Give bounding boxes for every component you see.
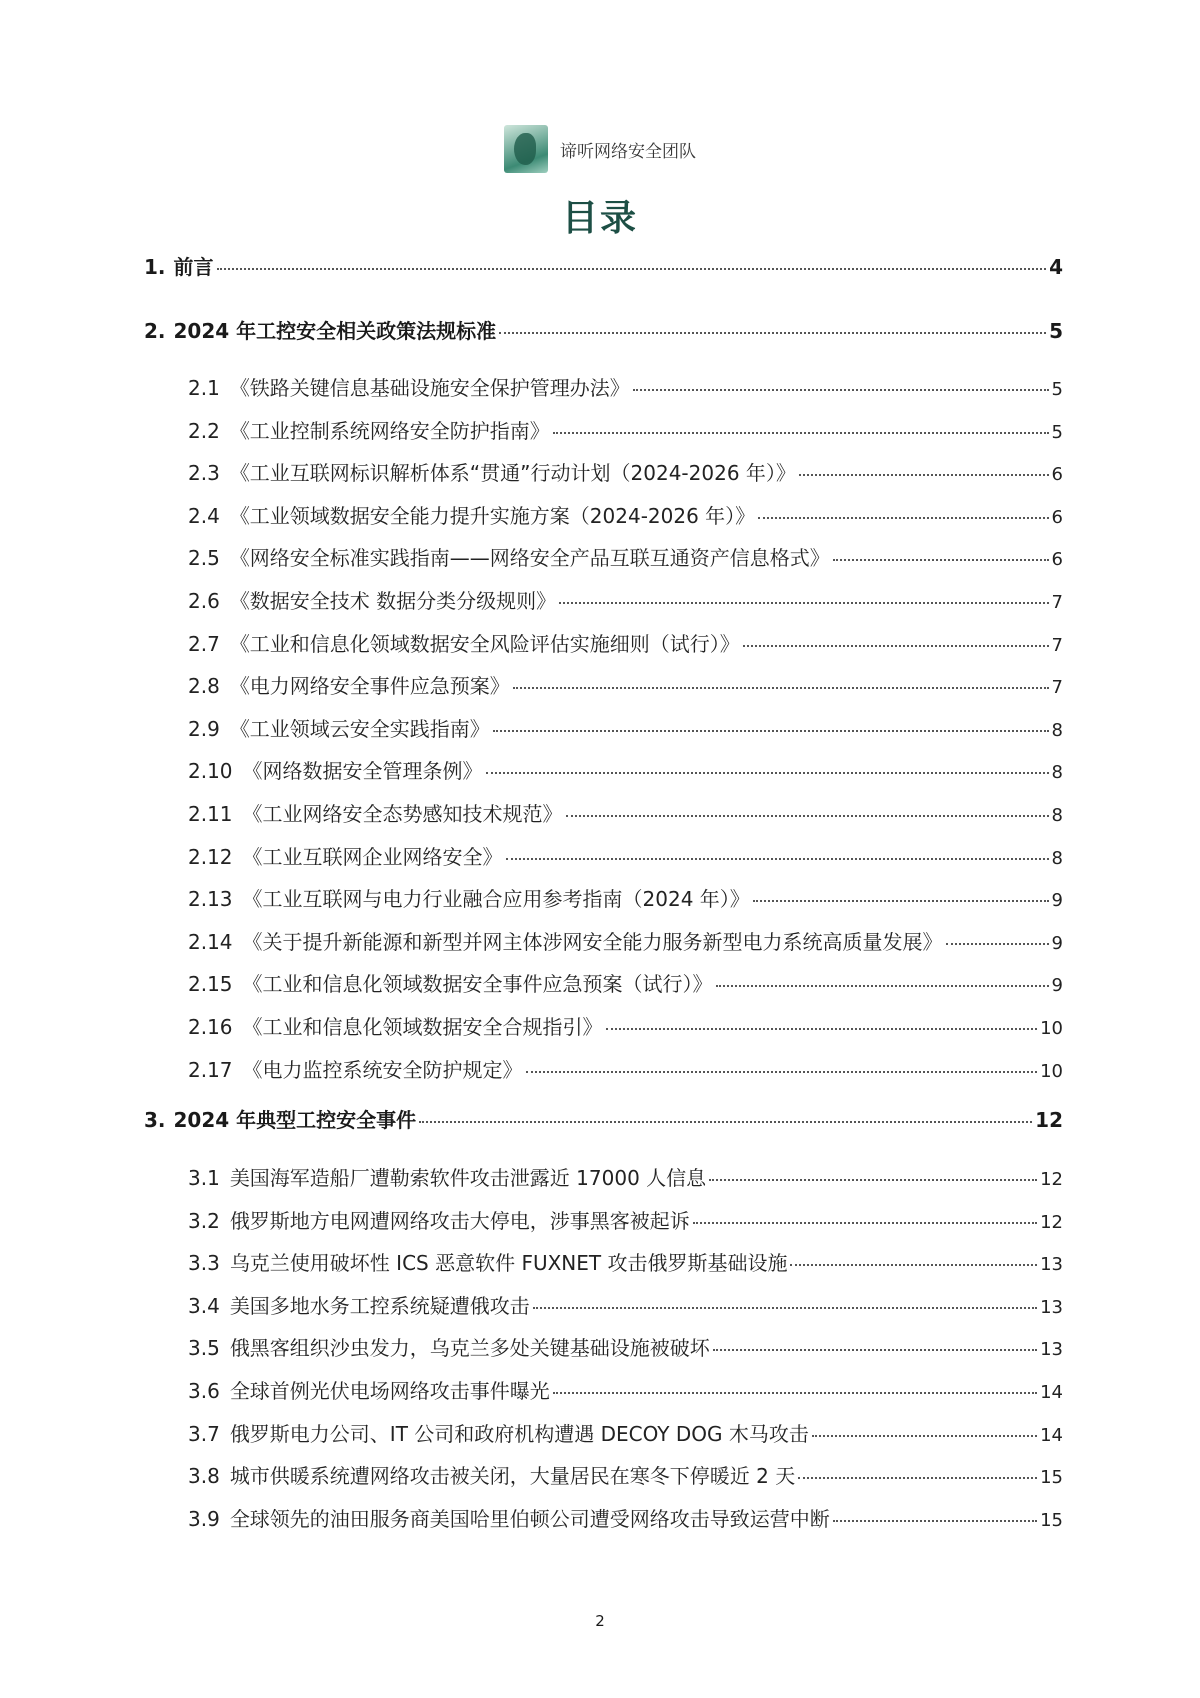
dot-leader bbox=[790, 1264, 1037, 1266]
entry-title: 乌克兰使用破坏性 ICS 恶意软件 FUXNET 攻击俄罗斯基础设施 bbox=[229, 1251, 788, 1276]
dot-leader bbox=[419, 1121, 1032, 1123]
page-header bbox=[0, 125, 1200, 173]
page-title: 目录 bbox=[561, 198, 638, 239]
entry-number: 2.11 bbox=[188, 801, 233, 826]
entry-page: 12 bbox=[1040, 1211, 1063, 1233]
dot-leader bbox=[713, 1349, 1037, 1351]
entry-number: 3.1 bbox=[188, 1166, 220, 1191]
dot-leader bbox=[833, 1520, 1037, 1522]
entry-number: 2.17 bbox=[188, 1057, 233, 1082]
entry-page: 5 bbox=[1051, 379, 1063, 400]
toc-entry[interactable] bbox=[144, 623, 1063, 666]
toc-section[interactable] bbox=[144, 250, 1063, 284]
entry-number: 2.15 bbox=[188, 972, 233, 997]
toc-entry[interactable] bbox=[144, 750, 1063, 793]
entry-page: 15 bbox=[1040, 1509, 1063, 1531]
entry-page: 14 bbox=[1040, 1382, 1063, 1404]
entry-page: 13 bbox=[1040, 1339, 1063, 1361]
toc-entry[interactable] bbox=[144, 921, 1063, 964]
dot-leader bbox=[946, 943, 1049, 945]
entry-title: 全球首例光伏电场网络攻击事件曝光 bbox=[229, 1379, 550, 1404]
entry-title: 《工业领域数据安全能力提升实施方案（2024-2026 年）》 bbox=[229, 503, 756, 528]
entry-title: 《电力监控系统安全防护规定》 bbox=[242, 1057, 523, 1082]
entry-page: 6 bbox=[1051, 549, 1063, 571]
entry-title: 《工业领域云安全实践指南》 bbox=[229, 716, 490, 741]
entry-title: 《工业网络安全态势感知技术规范》 bbox=[242, 801, 563, 826]
entry-number: 3.9 bbox=[188, 1506, 220, 1531]
toc-entry[interactable] bbox=[144, 367, 1063, 410]
entry-title: 《工业互联网企业网络安全》 bbox=[242, 844, 503, 869]
dot-leader bbox=[486, 772, 1049, 774]
entry-number: 2.13 bbox=[188, 887, 233, 912]
entry-number: 2.3 bbox=[188, 461, 220, 486]
entry-title: 美国海军造船厂遭勒索软件攻击泄露近 17000 人信息 bbox=[229, 1166, 707, 1191]
dot-leader bbox=[513, 687, 1049, 689]
toc-entry[interactable] bbox=[144, 836, 1063, 879]
toc-section[interactable] bbox=[144, 314, 1063, 348]
toc-entry[interactable] bbox=[144, 1049, 1063, 1092]
entry-title: 《关于提升新能源和新型并网主体涉网安全能力服务新型电力系统高质量发展》 bbox=[242, 929, 943, 954]
dot-leader bbox=[833, 559, 1049, 561]
entry-page: 15 bbox=[1040, 1467, 1063, 1489]
dot-leader bbox=[559, 602, 1048, 604]
entry-page: 10 bbox=[1040, 1017, 1063, 1039]
entry-page: 8 bbox=[1051, 719, 1063, 741]
entry-number: 2.6 bbox=[188, 588, 220, 613]
entry-title: 前言 bbox=[173, 255, 214, 279]
entry-page: 8 bbox=[1051, 847, 1063, 869]
entry-number: 2.8 bbox=[188, 674, 220, 699]
entry-page: 12 bbox=[1035, 1108, 1063, 1133]
toc-entry[interactable] bbox=[144, 580, 1063, 623]
toc-section[interactable] bbox=[144, 1103, 1063, 1137]
dot-leader bbox=[217, 268, 1047, 270]
page-number: 2 bbox=[595, 1612, 605, 1630]
entry-title: 《工业控制系统网络安全防护指南》 bbox=[229, 418, 550, 443]
entry-page: 5 bbox=[1051, 421, 1063, 443]
entry-number: 2.2 bbox=[188, 418, 220, 443]
entry-page: 13 bbox=[1040, 1296, 1063, 1318]
team-logo-icon bbox=[504, 125, 548, 173]
entry-number: 2.16 bbox=[188, 1014, 233, 1039]
dot-leader bbox=[693, 1222, 1037, 1224]
toc-entry[interactable] bbox=[144, 1006, 1063, 1049]
toc-entry[interactable] bbox=[144, 708, 1063, 751]
entry-title: 美国多地水务工控系统疑遭俄攻击 bbox=[229, 1293, 530, 1318]
entry-title: 《工业和信息化领域数据安全事件应急预案（试行）》 bbox=[242, 972, 713, 997]
entry-page: 12 bbox=[1040, 1169, 1063, 1191]
entry-number: 3.4 bbox=[188, 1293, 220, 1318]
entry-title: 《工业和信息化领域数据安全风险评估实施细则（试行）》 bbox=[229, 631, 740, 656]
entry-number: 2.12 bbox=[188, 844, 233, 869]
entry-title: 俄罗斯地方电网遭网络攻击大停电，涉事黑客被起诉 bbox=[229, 1208, 690, 1233]
toc-entry[interactable] bbox=[144, 878, 1063, 921]
dot-leader bbox=[798, 1477, 1037, 1479]
entry-page: 9 bbox=[1051, 890, 1063, 912]
entry-title: 《铁路关键信息基础设施安全保护管理办法》 bbox=[229, 376, 630, 400]
toc-entry[interactable] bbox=[144, 410, 1063, 453]
entry-page: 14 bbox=[1040, 1424, 1063, 1446]
entry-title: 《工业互联网与电力行业融合应用参考指南（2024 年）》 bbox=[242, 887, 750, 912]
entry-number: 2.5 bbox=[188, 546, 220, 571]
toc-entry[interactable] bbox=[144, 1498, 1063, 1541]
dot-leader bbox=[533, 1307, 1037, 1309]
dot-leader bbox=[709, 1179, 1037, 1181]
entry-title: 城市供暖系统遭网络攻击被关闭，大量居民在寒冬下停暖近 2 天 bbox=[229, 1464, 796, 1489]
entry-number: 3.2 bbox=[188, 1208, 220, 1233]
entry-page: 5 bbox=[1049, 319, 1063, 343]
entry-number: 3.5 bbox=[188, 1336, 220, 1361]
toc-entry[interactable] bbox=[144, 1327, 1063, 1370]
entry-number: 2.10 bbox=[188, 759, 233, 784]
dot-leader bbox=[493, 730, 1049, 732]
dot-leader bbox=[758, 517, 1048, 519]
entry-title: 《网络数据安全管理条例》 bbox=[242, 759, 483, 784]
dot-leader bbox=[526, 1071, 1038, 1073]
entry-number: 2.9 bbox=[188, 716, 220, 741]
entry-page: 7 bbox=[1051, 677, 1063, 699]
entry-title: 《电力网络安全事件应急预案》 bbox=[229, 674, 510, 699]
entry-number: 1. bbox=[144, 255, 166, 279]
toc-entry[interactable] bbox=[144, 793, 1063, 836]
dot-leader bbox=[606, 1028, 1038, 1030]
entry-page: 9 bbox=[1051, 975, 1063, 997]
entry-page: 10 bbox=[1040, 1060, 1063, 1082]
entry-number: 2. bbox=[144, 319, 166, 343]
toc-entry[interactable] bbox=[144, 1157, 1063, 1200]
entry-title: 俄罗斯电力公司、IT 公司和政府机构遭遇 DECOY DOG 木马攻击 bbox=[229, 1421, 809, 1446]
entry-number: 3.6 bbox=[188, 1379, 220, 1404]
dot-leader bbox=[566, 815, 1049, 817]
entry-title: 《数据安全技术 数据分类分级规则》 bbox=[229, 588, 557, 613]
entry-number: 3.8 bbox=[188, 1464, 220, 1489]
team-name: 谛听网络安全团队 bbox=[560, 141, 696, 162]
entry-number: 2.4 bbox=[188, 503, 220, 528]
toc-entry[interactable] bbox=[144, 1370, 1063, 1413]
table-of-contents bbox=[144, 250, 1063, 1540]
toc-entry[interactable] bbox=[144, 1455, 1063, 1498]
entry-page: 6 bbox=[1051, 506, 1063, 528]
entry-title: 《工业和信息化领域数据安全合规指引》 bbox=[242, 1014, 603, 1039]
entry-page: 8 bbox=[1051, 762, 1063, 784]
entry-number: 3. bbox=[144, 1108, 166, 1133]
entry-page: 8 bbox=[1051, 804, 1063, 826]
toc-entry[interactable] bbox=[144, 1413, 1063, 1456]
entry-title: 全球领先的油田服务商美国哈里伯顿公司遭受网络攻击导致运营中断 bbox=[229, 1506, 830, 1531]
entry-number: 2.1 bbox=[188, 376, 220, 400]
entry-number: 3.3 bbox=[188, 1251, 220, 1276]
entry-number: 2.7 bbox=[188, 631, 220, 656]
entry-number: 3.7 bbox=[188, 1421, 220, 1446]
toc-entry[interactable] bbox=[144, 495, 1063, 538]
entry-page: 7 bbox=[1051, 591, 1063, 613]
entry-page: 13 bbox=[1040, 1254, 1063, 1276]
toc-entry[interactable] bbox=[144, 1242, 1063, 1285]
dot-leader bbox=[633, 389, 1049, 391]
entry-number: 2.14 bbox=[188, 929, 233, 954]
dot-leader bbox=[812, 1435, 1037, 1437]
dot-leader bbox=[716, 985, 1049, 987]
toc-entry[interactable] bbox=[144, 963, 1063, 1006]
dot-leader bbox=[506, 858, 1049, 860]
entry-page: 4 bbox=[1049, 255, 1063, 279]
dot-leader bbox=[799, 474, 1049, 476]
dot-leader bbox=[553, 432, 1049, 434]
entry-title: 俄黑客组织沙虫发力，乌克兰多处关键基础设施被破坏 bbox=[229, 1336, 710, 1361]
dot-leader bbox=[553, 1392, 1037, 1394]
entry-title: 《网络安全标准实践指南——网络安全产品互联互通资产信息格式》 bbox=[229, 546, 830, 571]
entry-page: 6 bbox=[1051, 464, 1063, 486]
entry-page: 9 bbox=[1051, 932, 1063, 954]
entry-title: 2024 年典型工控安全事件 bbox=[173, 1108, 417, 1133]
entry-page: 7 bbox=[1051, 634, 1063, 656]
toc-entry[interactable] bbox=[144, 452, 1063, 495]
toc-entry[interactable] bbox=[144, 1200, 1063, 1243]
toc-entry[interactable] bbox=[144, 665, 1063, 708]
toc-entry[interactable] bbox=[144, 537, 1063, 580]
entry-title: 2024 年工控安全相关政策法规标准 bbox=[173, 319, 497, 343]
dot-leader bbox=[753, 900, 1049, 902]
dot-leader bbox=[743, 645, 1049, 647]
toc-entry[interactable] bbox=[144, 1285, 1063, 1328]
dot-leader bbox=[499, 332, 1046, 334]
entry-title: 《工业互联网标识解析体系“贯通”行动计划（2024-2026 年）》 bbox=[229, 461, 796, 486]
